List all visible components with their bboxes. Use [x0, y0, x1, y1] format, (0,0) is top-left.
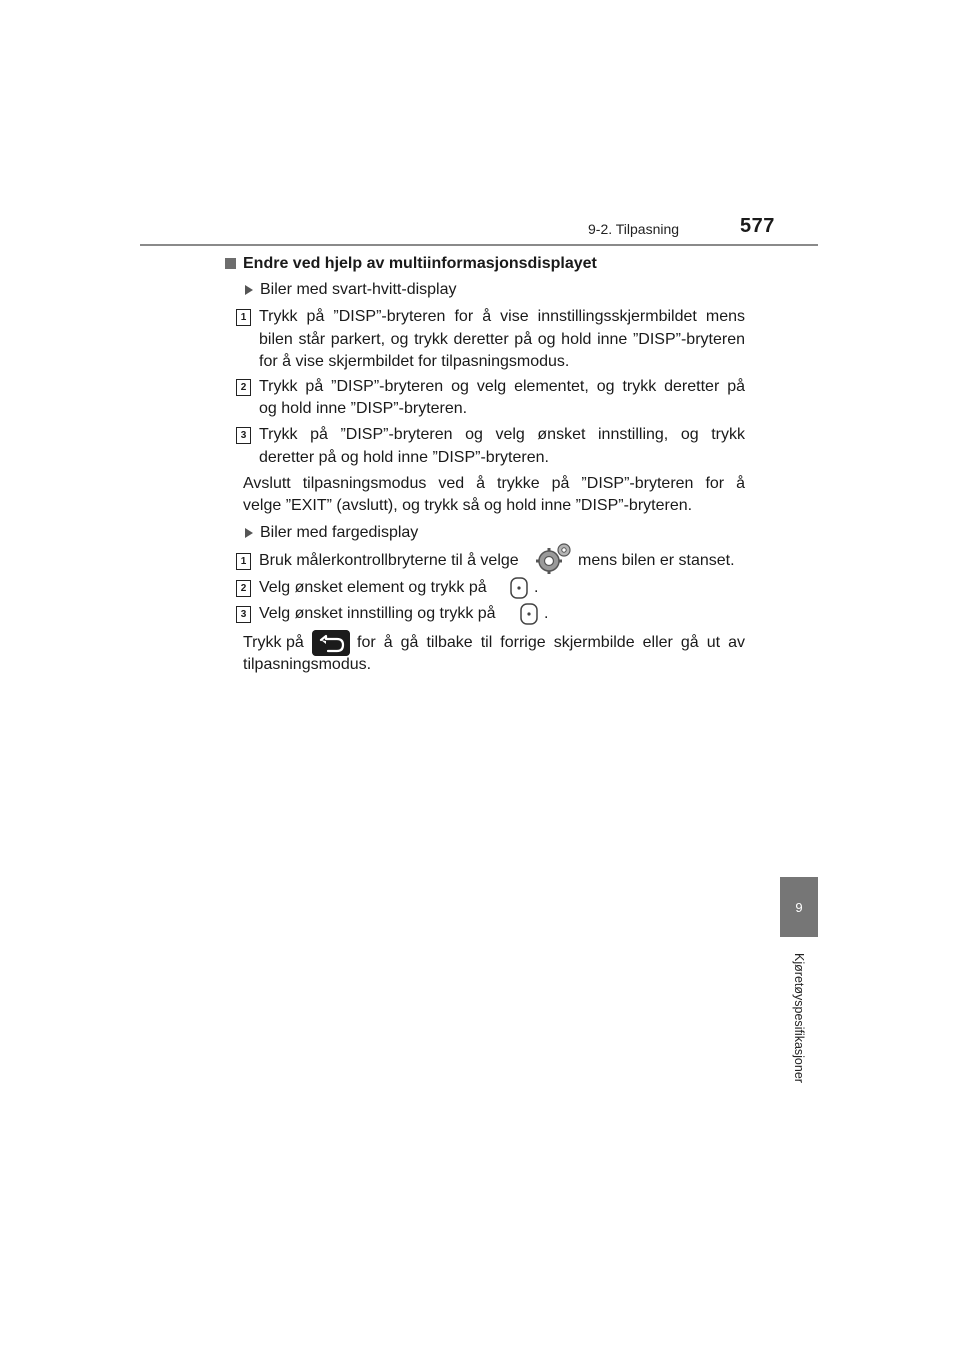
bw-step2-line2: og hold inne ”DISP”-bryteren. — [259, 400, 468, 417]
bw-note-line2: velge ”EXIT” (avslutt), og trykk så og hold inne ”DISP”-bryteren. — [243, 497, 693, 514]
step-number-box: 2 — [236, 379, 251, 396]
color-step3-after: . — [544, 605, 549, 622]
color-step2-after: . — [534, 579, 539, 596]
color-note-after: for å gå tilbake til forrige skjermbilde eller gå ut av — [357, 634, 745, 651]
chapter-label: Kjøretøyspesifikasjoner — [792, 953, 806, 1083]
step-number-box: 1 — [236, 309, 251, 326]
color-step1-after: mens bilen er stanset. — [578, 552, 735, 569]
bw-step3-line1: Trykk på ”DISP”-bryteren og velg ønsket innstilling, og trykk — [259, 426, 745, 443]
step-number-box: 3 — [236, 606, 251, 623]
color-step1-before: Bruk målerkontrollbryterne til å velge — [259, 552, 519, 569]
color-step3-before: Velg ønsket innstilling og trykk på — [259, 605, 496, 622]
color-subheading: Biler med fargedisplay — [260, 524, 419, 541]
bw-subheading: Biler med svart-hvitt-display — [260, 281, 457, 298]
step-number-box: 1 — [236, 553, 251, 570]
bw-step1-line2: bilen står parkert, og trykk deretter på og hold inne ”DISP”-bryteren — [259, 331, 745, 348]
bw-step2-line1: Trykk på ”DISP”-bryteren og velg elementet, og trykk deretter på — [259, 378, 745, 395]
settings-gear-icon — [534, 542, 576, 574]
triangle-bullet-icon — [245, 528, 253, 538]
meter-control-switch-icon — [518, 602, 540, 626]
bw-step3-line2: deretter på og hold inne ”DISP”-bryteren. — [259, 449, 549, 466]
bw-step1-line3: for å vise skjermbildet for tilpasningsmodus. — [259, 353, 570, 370]
color-note-line2: tilpasningsmodus. — [243, 656, 372, 673]
chapter-number: 9 — [795, 899, 803, 915]
color-note-before: Trykk på — [243, 634, 304, 651]
bw-step1-line1: Trykk på ”DISP”-bryteren for å vise innstillingsskjermbildet mens — [259, 308, 745, 325]
step-number-box: 2 — [236, 580, 251, 597]
color-step2-before: Velg ønsket element og trykk på — [259, 579, 487, 596]
bw-note-line1: Avslutt tilpasningsmodus ved å trykke på ”DISP”-bryteren for å — [243, 475, 745, 492]
triangle-bullet-icon — [245, 285, 253, 295]
heading-square-icon — [225, 258, 236, 269]
section-heading: Endre ved hjelp av multiinformasjonsdisplayet — [243, 255, 597, 272]
back-arrow-icon — [312, 630, 350, 656]
meter-control-switch-icon — [508, 576, 530, 600]
section-title: 9-2. Tilpasning — [588, 221, 680, 237]
header-divider — [140, 244, 818, 246]
chapter-tab — [780, 877, 818, 937]
step-number-box: 3 — [236, 427, 251, 444]
page-number: 577 — [740, 215, 775, 237]
